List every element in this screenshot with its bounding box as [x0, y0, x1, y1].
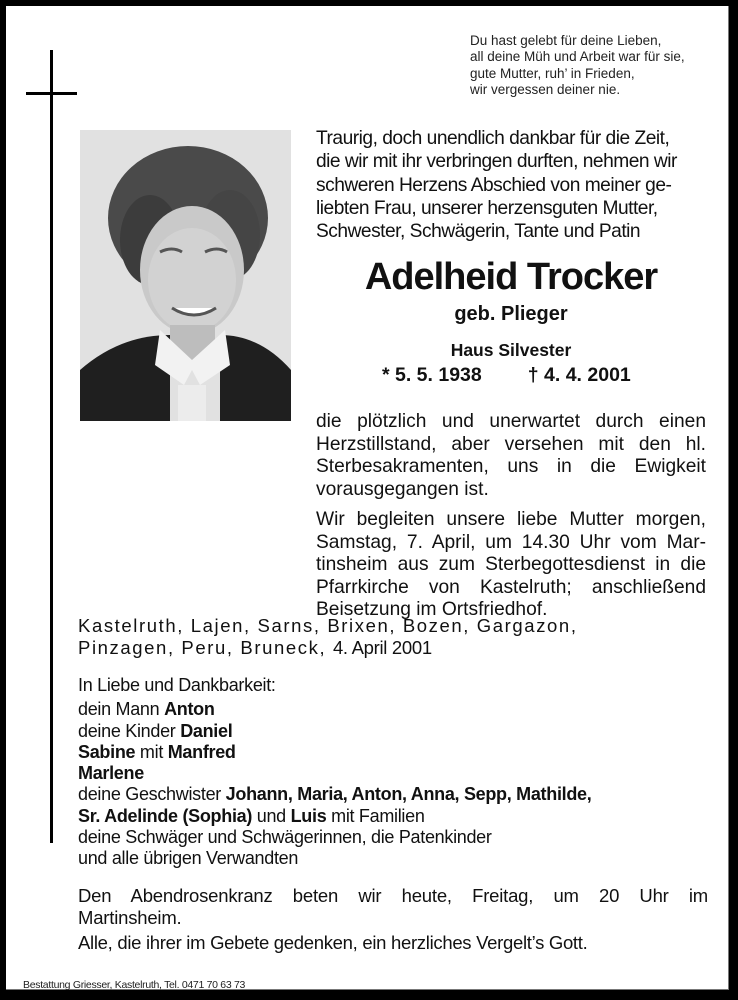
life-dates: [382, 364, 631, 387]
notice-date: 4. April 2001: [332, 636, 432, 658]
mourner-name: Manfred: [167, 741, 236, 762]
notice-line: Sterbesakramenten, uns in die Ewigkeit: [316, 456, 706, 477]
mourners-list: [78, 675, 591, 870]
intro-line: Schwester, Schwägerin, Tante und Patin: [316, 221, 641, 243]
funeral-text: [316, 509, 706, 622]
mourner-names: Johann, Maria, Anton, Anna, Sepp, Mathilde,: [225, 784, 592, 805]
funeral-line: Samstag, 7. April, um 14.30 Uhr vom Mar-: [316, 531, 706, 553]
intro-line: schweren Herzens Abschied von meiner ge-: [316, 174, 672, 196]
rosary-line: Den Abendrosenkranz beten wir heute, Freitag, um 20 Uhr im: [78, 885, 708, 906]
mourner-name: Marlene: [78, 763, 144, 784]
mourner-in-laws: deine Schwäger und Schwägerinnen, die Patenkinder: [78, 827, 492, 848]
relation-label: deine Geschwister: [78, 784, 226, 805]
intro-text: [316, 127, 706, 243]
funeral-line: Wir begleiten unsere liebe Mutter morgen,: [316, 509, 706, 530]
mourner-child: [78, 763, 591, 784]
funeral-line: Pfarrkirche von Kastelruth; anschließend: [316, 576, 706, 598]
intro-line: die wir mit ihr verbringen durften, nehmen wir: [316, 151, 677, 173]
death-notice-text: [316, 411, 706, 501]
mourner-siblings: [78, 784, 591, 805]
intro-line: Traurig, doch unendlich dankbar für die Zeit,: [316, 128, 670, 149]
mourner-name: Daniel: [180, 720, 233, 741]
house-name: Haus Silvester: [450, 340, 572, 360]
memorial-poem: [470, 33, 685, 98]
places-line: Kastelruth, Lajen, Sarns, Brixen, Bozen, Gargazon,: [78, 615, 578, 636]
mourner-name: Anton: [164, 699, 215, 720]
relation-label: mit: [135, 741, 168, 762]
relation-label: mit Familien: [326, 805, 425, 826]
mourners-heading: In Liebe und Dankbarkeit:: [78, 675, 276, 695]
mourner-children: [78, 721, 591, 742]
mourner-name: Sr. Adelinde (Sophia): [78, 805, 253, 826]
places-and-date: [78, 615, 578, 658]
funeral-home-footer: Bestattung Griesser, Kastelruth, Tel. 0471 70 63 73: [23, 979, 246, 991]
places-line: Pinzagen, Peru, Bruneck,: [78, 636, 327, 658]
birth-name: geb. Plieger: [454, 303, 568, 325]
rosary-notice: [78, 885, 708, 928]
birth-date: * 5. 5. 1938: [382, 364, 482, 386]
portrait-photo: [80, 130, 291, 421]
notice-line: Herzstillstand, aber versehen mit den hl.: [316, 433, 706, 455]
mourner-siblings-cont: [78, 806, 591, 827]
deceased-name: Adelheid Trocker: [364, 256, 658, 298]
notice-line: vorausgegangen ist.: [316, 478, 489, 500]
portrait-image: [80, 130, 291, 421]
poem-line: all deine Müh und Arbeit war für sie,: [470, 49, 685, 65]
mourner-name: Luis: [290, 805, 327, 826]
mourner-relatives: und alle übrigen Verwandten: [78, 848, 299, 869]
relation-label: und: [252, 805, 291, 826]
mourner-husband: [78, 699, 591, 720]
relation-label: deine Kinder: [78, 720, 181, 741]
mourner-child: [78, 742, 591, 763]
cross-icon-vertical: [50, 50, 53, 843]
poem-line: gute Mutter, ruh’ in Frieden,: [470, 65, 635, 81]
death-date: † 4. 4. 2001: [527, 364, 631, 386]
mourner-name: Sabine: [78, 741, 136, 762]
poem-line: Du hast gelebt für deine Lieben,: [470, 33, 662, 48]
funeral-line: Beisetzung im Ortsfriedhof.: [316, 599, 548, 620]
cross-icon-horizontal: [26, 92, 77, 95]
poem-line: wir vergessen deiner nie.: [470, 81, 621, 97]
intro-line: liebten Frau, unserer herzensguten Mutter,: [316, 197, 658, 219]
funeral-line: tinsheim aus zum Sterbegottesdienst in die: [316, 554, 706, 575]
relation-label: dein Mann: [78, 699, 165, 720]
rosary-line: Martinsheim.: [78, 906, 182, 928]
thanks-line: Alle, die ihrer im Gebete gedenken, ein herzliches Vergelt’s Gott.: [78, 932, 588, 953]
notice-line: die plötzlich und unerwartet durch einen: [316, 411, 706, 432]
